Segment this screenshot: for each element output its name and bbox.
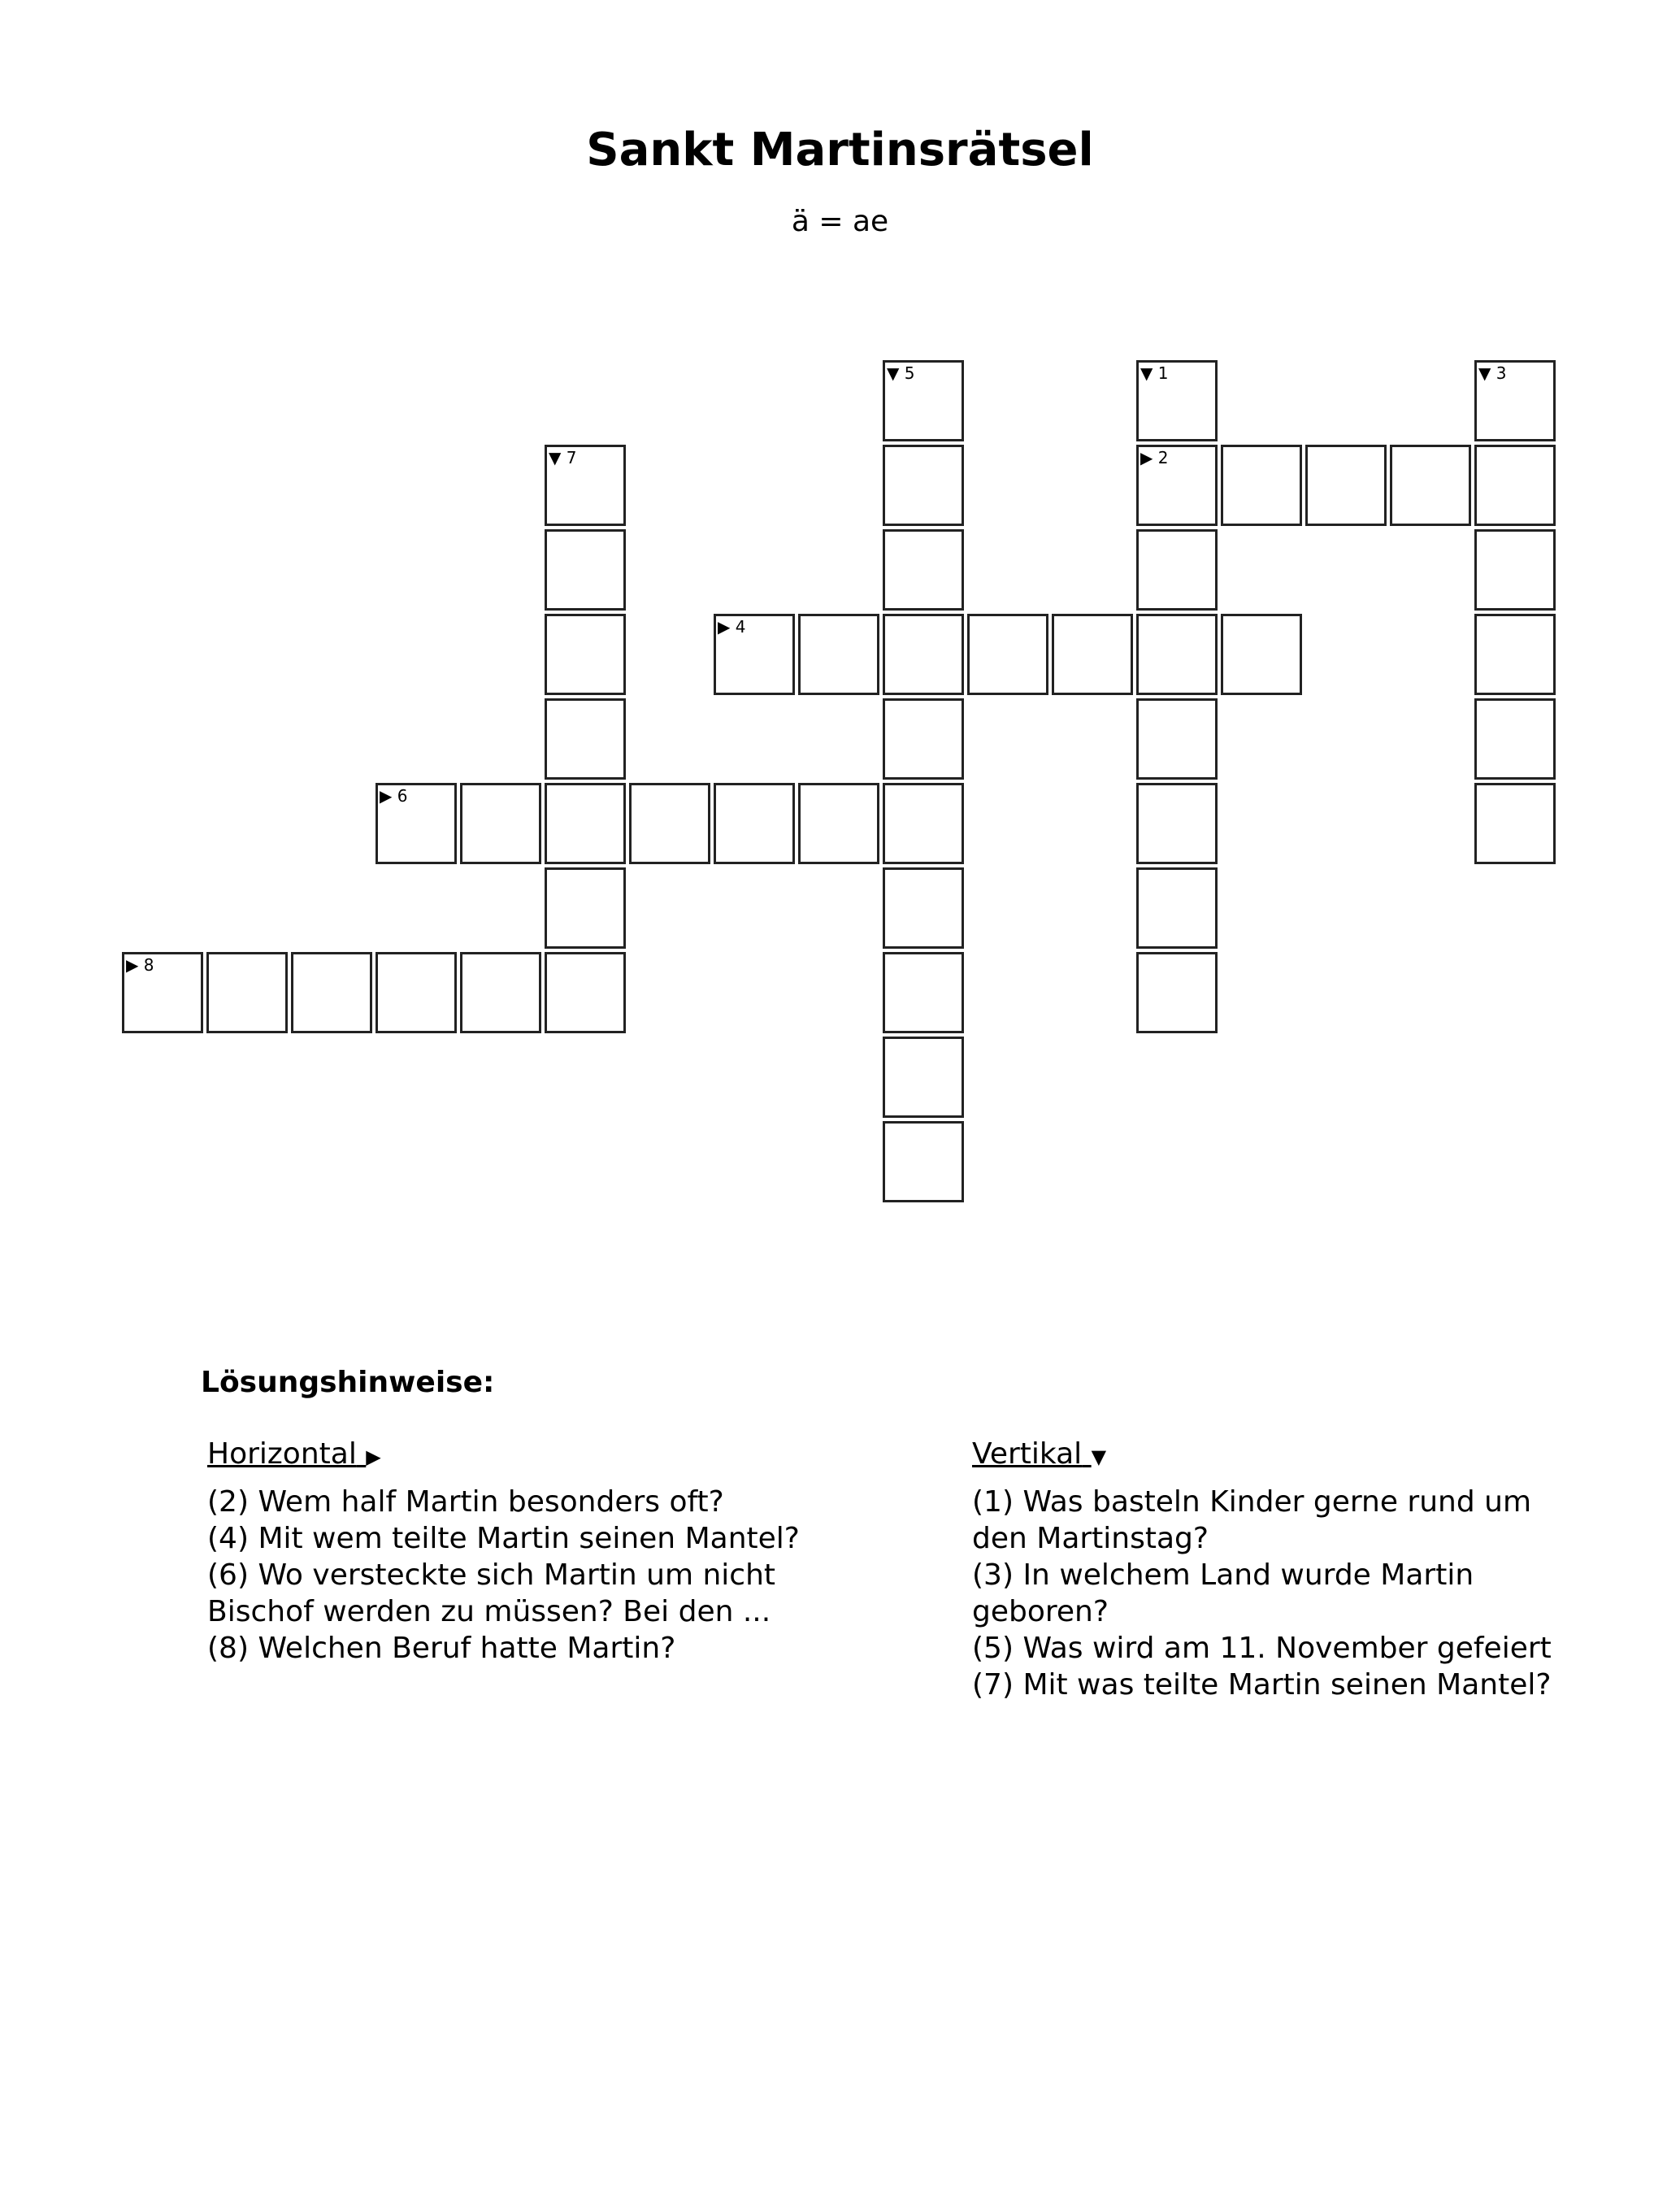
horizontal-clues (207, 1436, 825, 1667)
crossword-cell[interactable] (545, 698, 626, 780)
vertical-label: Vertikal (972, 1437, 1083, 1471)
vertical-clues (972, 1436, 1590, 1703)
clue-across-6: (6) Wo versteckte sich Martin um nicht Bischof werden zu müssen? Bei den ... (207, 1558, 775, 1628)
crossword-cell[interactable] (460, 952, 541, 1033)
crossword-cell[interactable] (883, 445, 964, 526)
crossword-cell[interactable] (1136, 783, 1218, 864)
page-title: Sankt Martinsrätsel (586, 124, 1094, 176)
cell-number-label: ▼ 3 (1478, 363, 1507, 383)
page-subtitle: ä = ae (791, 205, 889, 238)
crossword-cell[interactable] (1474, 360, 1556, 441)
cell-number-label: ▼ 1 (1140, 363, 1169, 383)
crossword-cell[interactable] (883, 1037, 964, 1118)
clue-down-7: (7) Mit was teilte Martin seinen Mantel? (972, 1668, 1552, 1702)
crossword-cell[interactable] (460, 783, 541, 864)
cell-number-label: ▶ 6 (380, 786, 408, 806)
crossword-cell[interactable] (1221, 445, 1302, 526)
crossword-cell[interactable] (714, 783, 795, 864)
clue-down-3: (3) In welchem Land wurde Martin geboren? (972, 1558, 1474, 1628)
clue-down-1: (1) Was basteln Kinder gerne rund um den Martinstag? (972, 1485, 1532, 1555)
crossword-cell[interactable] (798, 614, 879, 695)
crossword-cell[interactable] (714, 614, 795, 695)
crossword-cell[interactable] (1474, 783, 1556, 864)
cell-number-label: ▶ 2 (1140, 448, 1169, 467)
cell-number-label: ▼ 5 (887, 363, 915, 383)
crossword-cell[interactable] (1474, 614, 1556, 695)
crossword-cell[interactable] (545, 614, 626, 695)
crossword-cell[interactable] (1474, 445, 1556, 526)
crossword-cell[interactable] (1136, 867, 1218, 949)
horizontal-label: Horizontal (207, 1437, 357, 1471)
crossword-cell[interactable] (798, 783, 879, 864)
crossword-cell[interactable] (629, 783, 710, 864)
cell-number-label: ▶ 8 (126, 955, 154, 975)
crossword-cell[interactable] (1136, 529, 1218, 611)
clue-across-2: (2) Wem half Martin besonders oft? (207, 1485, 724, 1519)
crossword-cell[interactable] (1390, 445, 1471, 526)
crossword-cell[interactable] (883, 783, 964, 864)
crossword-cell[interactable] (1136, 698, 1218, 780)
cell-number-label: ▼ 7 (549, 448, 577, 467)
clue-across-4: (4) Mit wem teilte Martin seinen Mantel? (207, 1522, 800, 1555)
crossword-cell[interactable] (883, 867, 964, 949)
crossword-cell[interactable] (1474, 529, 1556, 611)
crossword-cell[interactable] (1136, 614, 1218, 695)
crossword-cell[interactable] (545, 445, 626, 526)
hints-heading: Lösungshinweise: (201, 1366, 495, 1399)
cell-number-label: ▶ 4 (718, 617, 746, 637)
crossword-cell[interactable] (883, 952, 964, 1033)
crossword-cell[interactable] (1136, 445, 1218, 526)
clue-down-5: (5) Was wird am 11. November gefeiert (972, 1632, 1552, 1665)
right-arrow-icon: ▶ (366, 1445, 381, 1468)
horizontal-heading (207, 1436, 825, 1476)
crossword-cell[interactable] (545, 529, 626, 611)
crossword-cell[interactable] (883, 360, 964, 441)
crossword-cell[interactable] (967, 614, 1048, 695)
down-arrow-icon: ▼ (1091, 1445, 1107, 1468)
crossword-cell[interactable] (883, 1121, 964, 1202)
crossword-cell[interactable] (376, 783, 457, 864)
crossword-cell[interactable] (1221, 614, 1302, 695)
crossword-cell[interactable] (545, 867, 626, 949)
crossword-cell[interactable] (545, 783, 626, 864)
crossword-cell[interactable] (1052, 614, 1133, 695)
crossword-cell[interactable] (883, 614, 964, 695)
crossword-cell[interactable] (1474, 698, 1556, 780)
crossword-cell[interactable] (1136, 952, 1218, 1033)
crossword-cell[interactable] (376, 952, 457, 1033)
crossword-cell[interactable] (1305, 445, 1387, 526)
crossword-cell[interactable] (291, 952, 372, 1033)
crossword-cell[interactable] (206, 952, 288, 1033)
crossword-cell[interactable] (883, 698, 964, 780)
vertical-heading (972, 1436, 1590, 1476)
crossword-cell[interactable] (1136, 360, 1218, 441)
crossword-cell[interactable] (122, 952, 203, 1033)
crossword-cell[interactable] (545, 952, 626, 1033)
crossword-cell[interactable] (883, 529, 964, 611)
clue-across-8: (8) Welchen Beruf hatte Martin? (207, 1632, 676, 1665)
